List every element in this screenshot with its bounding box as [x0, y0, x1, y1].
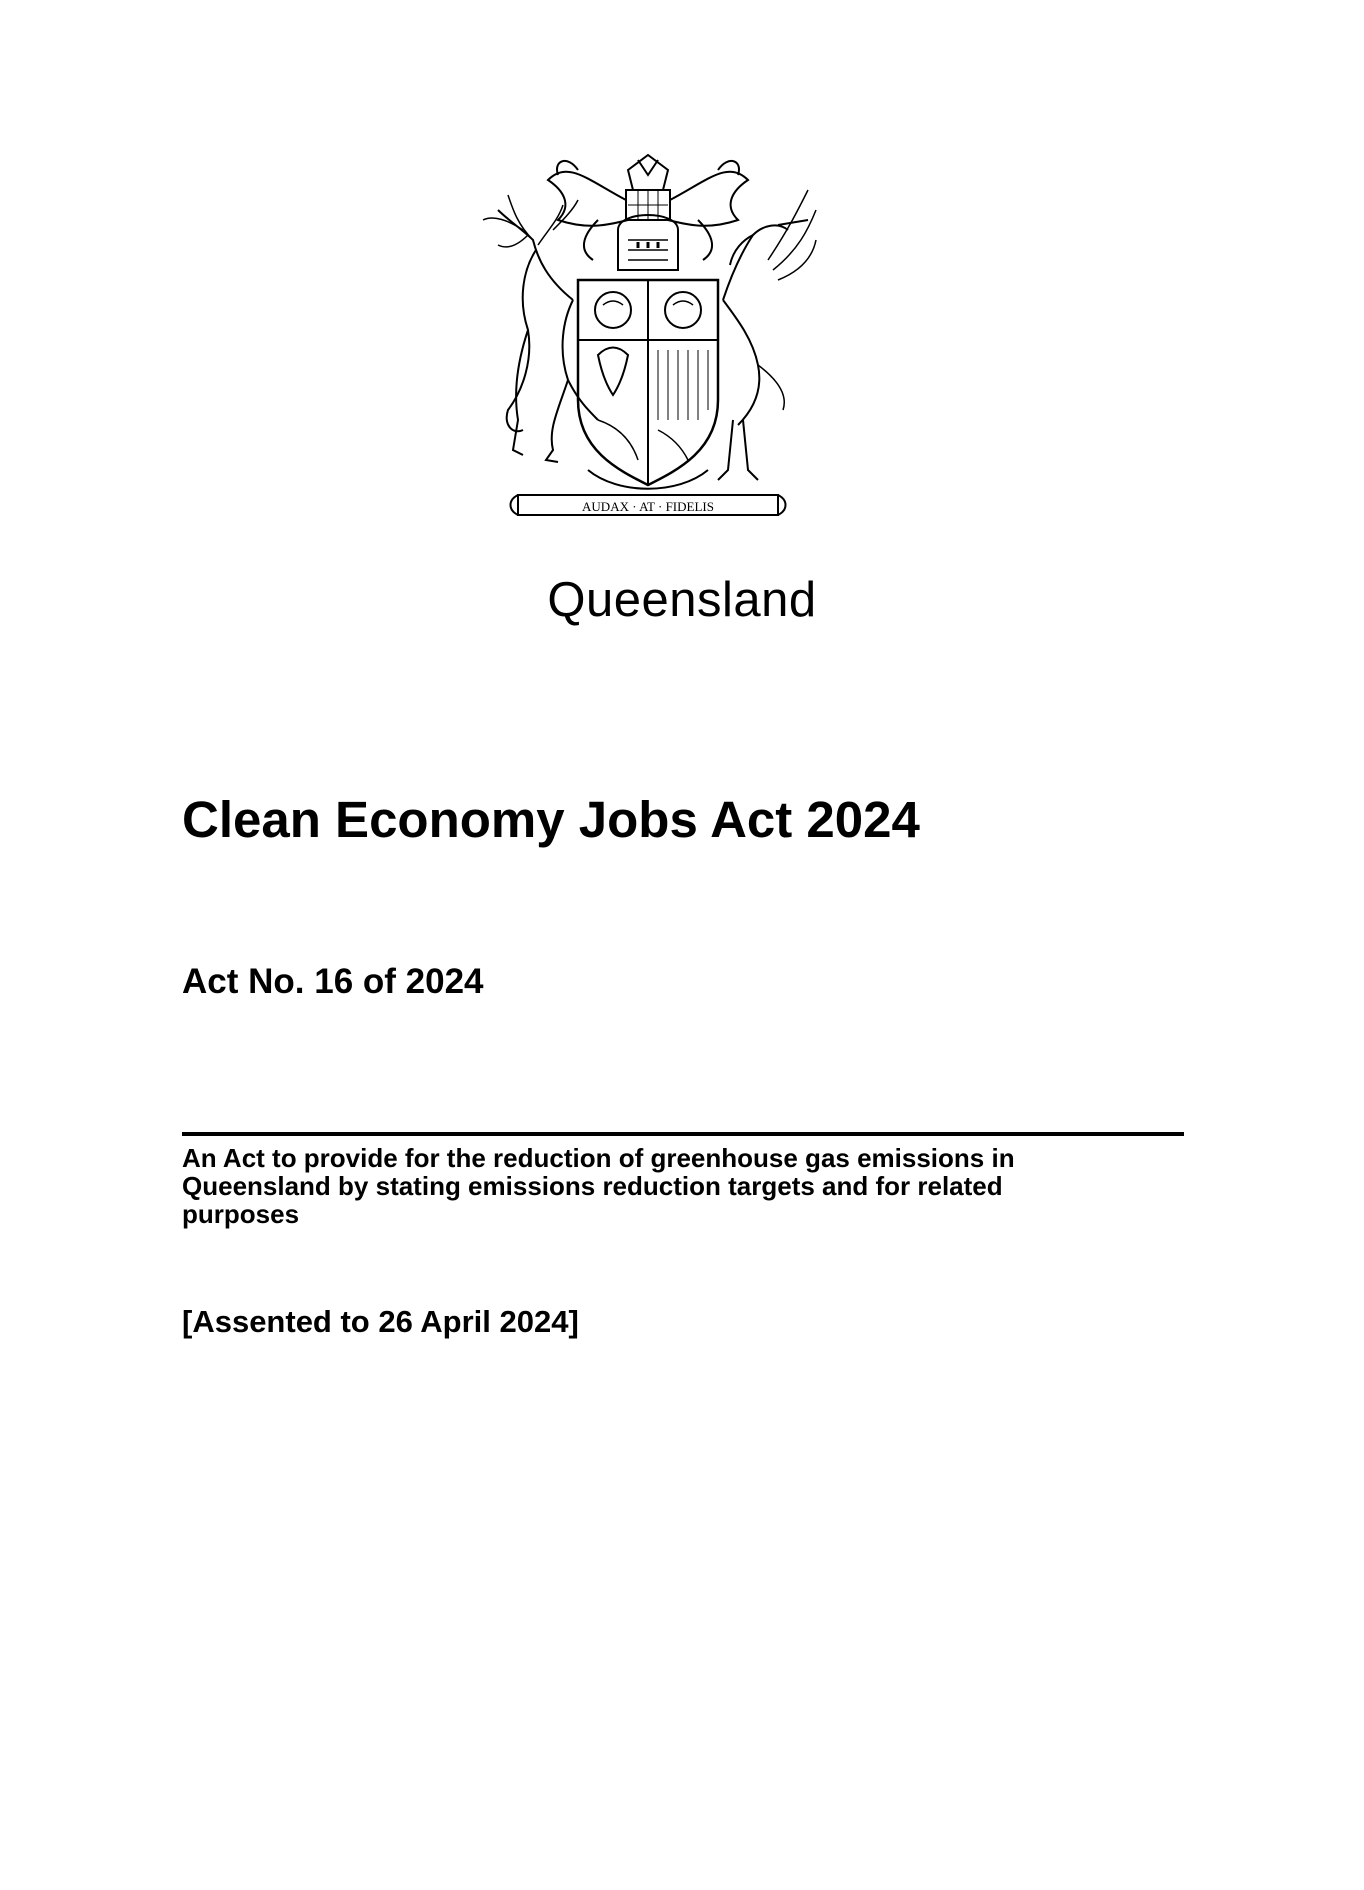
act-title: Clean Economy Jobs Act 2024 [182, 791, 920, 848]
act-number: Act No. 16 of 2024 [182, 962, 484, 1001]
assent-date: [Assented to 26 April 2024] [182, 1304, 579, 1339]
long-title-line: purposes [182, 1199, 300, 1229]
jurisdiction-name: Queensland [547, 573, 817, 627]
long-title-line: An Act to provide for the reduction of greenhouse gas emissions in [182, 1143, 1015, 1173]
queensland-coat-of-arms-icon [478, 150, 818, 545]
divider-rule [182, 1132, 1184, 1136]
long-title-line: Queensland by stating emissions reduction targets and for related [182, 1171, 1003, 1201]
crest-motto: AUDAX · AT · FIDELIS [582, 499, 714, 514]
long-title [182, 1144, 1142, 1228]
